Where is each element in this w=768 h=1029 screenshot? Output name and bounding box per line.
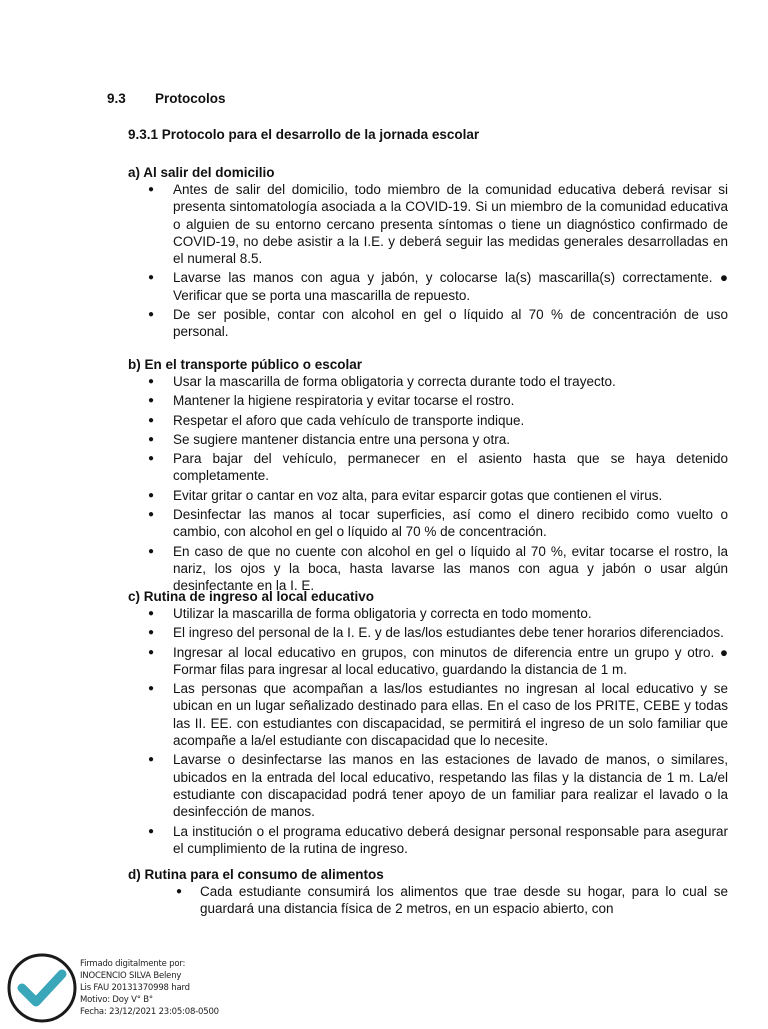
- list-item: ● Mantener la higiene respiratoria y evitar tocarse el rostro.: [128, 392, 728, 409]
- list-item: ● Respetar el aforo que cada vehículo de transporte indique.: [128, 412, 728, 429]
- block-title: a) Al salir del domicilio: [128, 165, 275, 180]
- list-item: ● En caso de que no cuente con alcohol en gel o líquido al 70 %, evitar tocarse el rostro, la nariz, los ojos y la boca, hasta lavarse las manos con agua y jabón o usar algún desinfectante en la I. E.: [128, 543, 728, 595]
- list-item: ● Cada estudiante consumirá los alimentos que trae desde su hogar, para lo cual se guardará una distancia física de 2 metros, en un espacio abierto, con: [128, 883, 728, 918]
- section-title: Protocolos: [155, 91, 226, 106]
- checkmark-seal-icon: [6, 950, 78, 1024]
- section-number: 9.3: [107, 91, 126, 106]
- list-item: ● Lavarse o desinfectarse las manos en las estaciones de lavado de manos, o similares, ubicados en la entrada del local educativo, respetando las filas y la distancia de 1 m. La/el estudiante con discapacidad podrá tener apoyo de un familiar para realizar el lavado o la desinfección de manos.: [128, 751, 728, 820]
- signature-line: Motivo: Doy V° B°: [80, 995, 153, 1005]
- list-item: ● Utilizar la mascarilla de forma obligatoria y correcta en todo momento.: [128, 605, 728, 622]
- list-item: ● Lavarse las manos con agua y jabón, y colocarse la(s) mascarilla(s) correctamente. ● Verificar que se porta una mascarilla de repuesto.: [128, 269, 728, 304]
- signature-line: INOCENCIO SILVA Beleny: [80, 971, 182, 981]
- signature-details: [80, 958, 219, 1018]
- list-item: ● La institución o el programa educativo deberá designar personal responsable para asegurar el cumplimiento de la rutina de ingreso.: [128, 823, 728, 858]
- bullet-list: [128, 373, 728, 595]
- bullet-list: [128, 883, 728, 918]
- list-item: ● Ingresar al local educativo en grupos, con minutos de diferencia entre un grupo y otro. ● Formar filas para ingresar al local educativo, guardando la distancia de 1 m.: [128, 644, 728, 679]
- list-item: ● De ser posible, contar con alcohol en gel o líquido al 70 % de concentración de uso personal.: [128, 306, 728, 341]
- block-rutina-ingreso: [128, 588, 728, 859]
- block-consumo-alimentos: [128, 866, 728, 920]
- signature-line: Firmado digitalmente por:: [80, 959, 186, 969]
- signature-line: Lis FAU 20131370998 hard: [80, 983, 190, 993]
- bullet-list: [128, 181, 728, 341]
- block-al-salir-del-domicilio: [128, 164, 728, 343]
- list-item: ● Antes de salir del domicilio, todo miembro de la comunidad educativa deberá revisar si presenta sintomatología asociada a la COVID-19. Si un miembro de la comunidad educativa o alguien de su entorno cercano presenta síntomas o tiene un diagnóstico confirmado de COVID-19, no debe asistir a la I.E. y deberá seguir las medidas generales desarrolladas en el numeral 8.5.: [128, 181, 728, 267]
- signature-line: Fecha: 23/12/2021 23:05:08-0500: [80, 1007, 219, 1017]
- list-item: ● Evitar gritar o cantar en voz alta, para evitar esparcir gotas que contienen el virus.: [128, 487, 728, 504]
- subsection-heading: 9.3.1 Protocolo para el desarrollo de la jornada escolar: [128, 127, 480, 142]
- list-item: ● Se sugiere mantener distancia entre una persona y otra.: [128, 431, 728, 448]
- block-title: b) En el transporte público o escolar: [128, 357, 363, 372]
- list-item: ● Usar la mascarilla de forma obligatoria y correcta durante todo el trayecto.: [128, 373, 728, 390]
- list-item: ● Las personas que acompañan a las/los estudiantes no ingresan al local educativo y se ubican en un lugar señalizado destinado para ellas. En el caso de los PRITE, CEBE y todas las II. EE. con estudiantes con discapacidad, se permitirá el ingreso de un solo familiar que acompañe a la/el estudiante con discapacidad que lo necesite.: [128, 680, 728, 749]
- block-title: c) Rutina de ingreso al local educativo: [128, 589, 375, 604]
- section-heading: [107, 91, 226, 106]
- block-title: d) Rutina para el consumo de alimentos: [128, 867, 384, 882]
- bullet-list: [128, 605, 728, 857]
- list-item: ● Para bajar del vehículo, permanecer en el asiento hasta que se haya detenido completamente.: [128, 450, 728, 485]
- list-item: ● Desinfectar las manos al tocar superficies, así como el dinero recibido como vuelto o cambio, con alcohol en gel o líquido al 70 % de concentración.: [128, 506, 728, 541]
- list-item: ● El ingreso del personal de la I. E. y de las/los estudiantes debe tener horarios diferenciados.: [128, 624, 728, 641]
- block-transporte: [128, 356, 728, 597]
